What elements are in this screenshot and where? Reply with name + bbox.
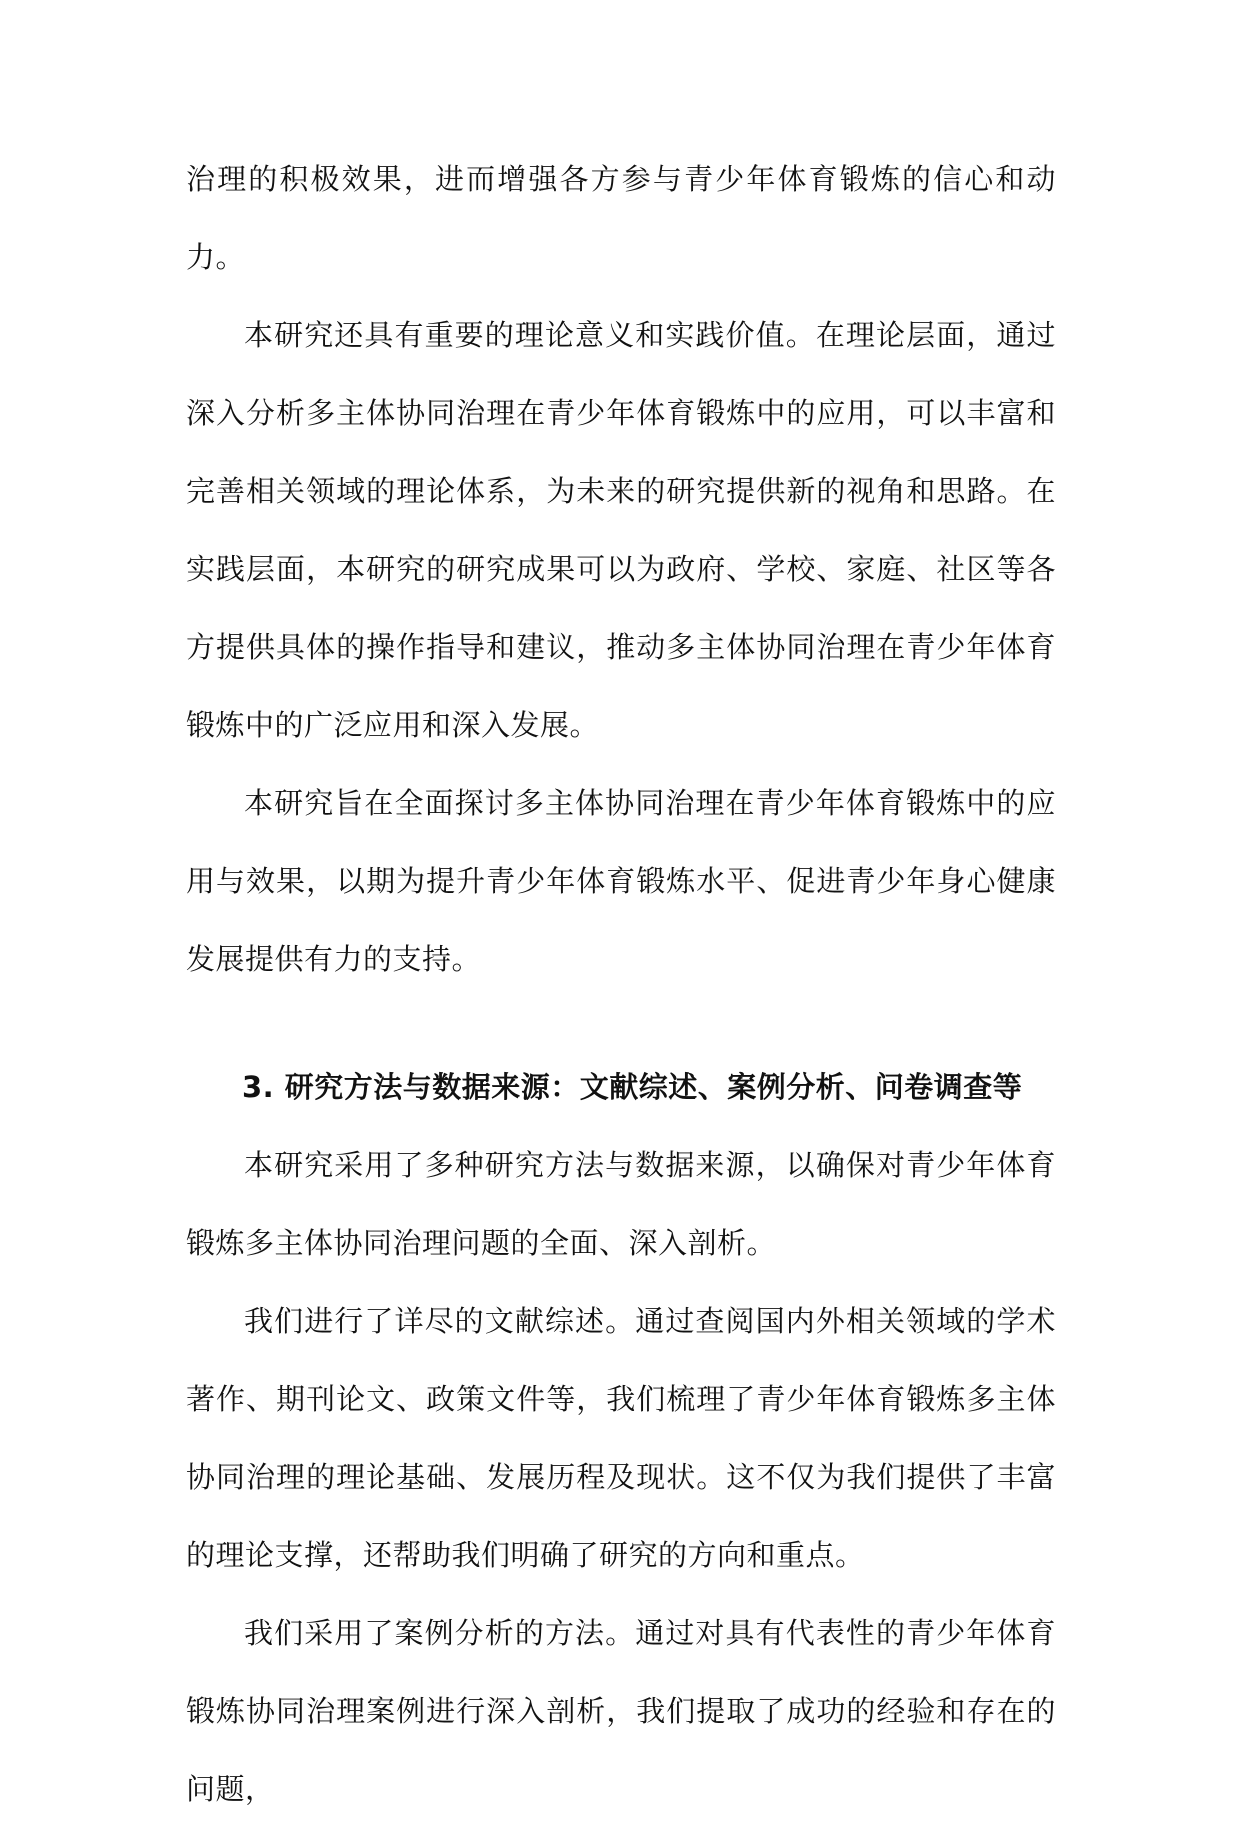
paragraph-literature-review: 我们进行了详尽的文献综述。通过查阅国内外相关领域的学术著作、期刊论文、政策文件等，我们梳理了青少年体育锻炼多主体协同治理的理论基础、发展历程及现状。这不仅为我们提供了丰富的理论支撑，还帮助我们明确了研究的方向和重点。 bbox=[186, 1304, 1056, 1572]
paragraph-methods-intro: 本研究采用了多种研究方法与数据来源，以确保对青少年体育锻炼多主体协同治理问题的全面、深入剖析。 bbox=[186, 1148, 1056, 1260]
section-heading: 3. 研究方法与数据来源：文献综述、案例分析、问卷调查等 bbox=[242, 1070, 1023, 1104]
document-page bbox=[186, 140, 1056, 1828]
paragraph-significance: 本研究还具有重要的理论意义和实践价值。在理论层面，通过深入分析多主体协同治理在青少年体育锻炼中的应用，可以丰富和完善相关领域的理论体系，为未来的研究提供新的视角和思路。在实践层面，本研究的研究成果可以为政府、学校、家庭、社区等各方提供具体的操作指导和建议，推动多主体协同治理在青少年体育锻炼中的广泛应用和深入发展。 bbox=[186, 318, 1056, 742]
paragraph-continuation: 治理的积极效果，进而增强各方参与青少年体育锻炼的信心和动力。 bbox=[186, 162, 1056, 274]
paragraph-case-analysis: 我们采用了案例分析的方法。通过对具有代表性的青少年体育锻炼协同治理案例进行深入剖析，我们提取了成功的经验和存在的问题， bbox=[186, 1616, 1056, 1806]
paragraph-aim: 本研究旨在全面探讨多主体协同治理在青少年体育锻炼中的应用与效果，以期为提升青少年体育锻炼水平、促进青少年身心健康发展提供有力的支持。 bbox=[186, 786, 1056, 976]
